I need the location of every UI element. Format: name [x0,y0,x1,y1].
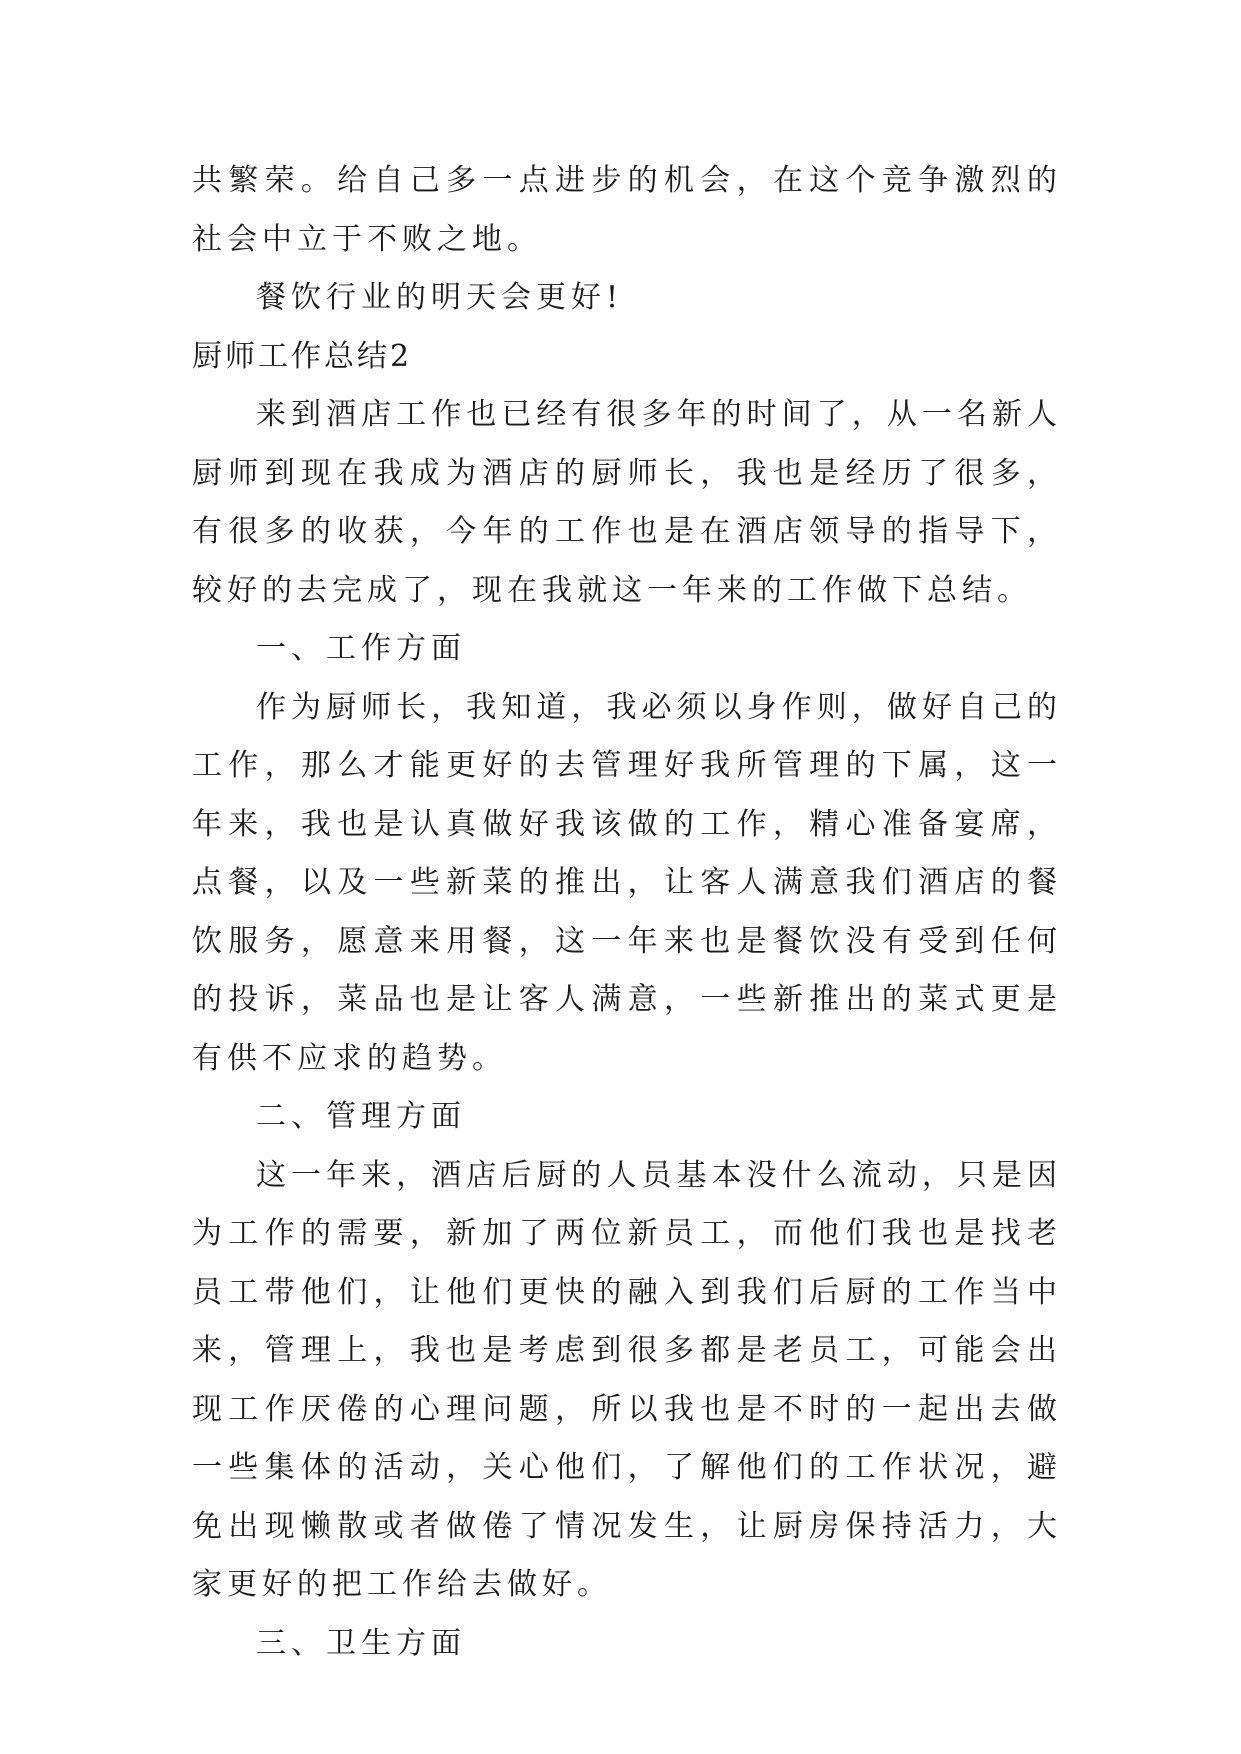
paragraph-intro: 来到酒店工作也已经有很多年的时间了，从一名新人厨师到现在我成为酒店的厨师长，我也是经历了很多，有很多的收获，今年的工作也是在酒店领导的指导下，较好的去完成了，现在我就这一年来的工作做下总结。 [192,397,1062,608]
subheading-management: 二、管理方面 [256,1099,466,1134]
paragraph-work: 作为厨师长，我知道，我必须以身作则，做好自己的工作，那么才能更好的去管理好我所管理的下属，这一年来，我也是认真做好我该做的工作，精心准备宴席，点餐，以及一些新菜的推出，让客人满意我们酒店的餐饮服务，愿意来用餐，这一年来也是餐饮没有受到任何的投诉，菜品也是让客人满意，一些新推出的菜式更是有供不应求的趋势。 [192,689,1062,1076]
paragraph-continuation: 共繁荣。给自己多一点进步的机会，在这个竞争激烈的社会中立于不败之地。 [192,163,1062,257]
paragraph-closing-line: 餐饮行业的明天会更好! [256,280,624,315]
document-body [192,152,1062,1673]
subheading-work: 一、工作方面 [256,631,466,666]
section-title: 厨师工作总结2 [192,338,413,374]
paragraph-management: 这一年来，酒店后厨的人员基本没什么流动，只是因为工作的需要，新加了两位新员工，而他们我也是找老员工带他们，让他们更快的融入到我们后厨的工作当中来，管理上，我也是考虑到很多都是老员工，可能会出现工作厌倦的心理问题，所以我也是不时的一起出去做一些集体的活动，关心他们，了解他们的工作状况，避免出现懒散或者做倦了情况发生，让厨房保持活力，大家更好的把工作给去做好。 [192,1157,1062,1602]
subheading-hygiene: 三、卫生方面 [256,1625,466,1661]
